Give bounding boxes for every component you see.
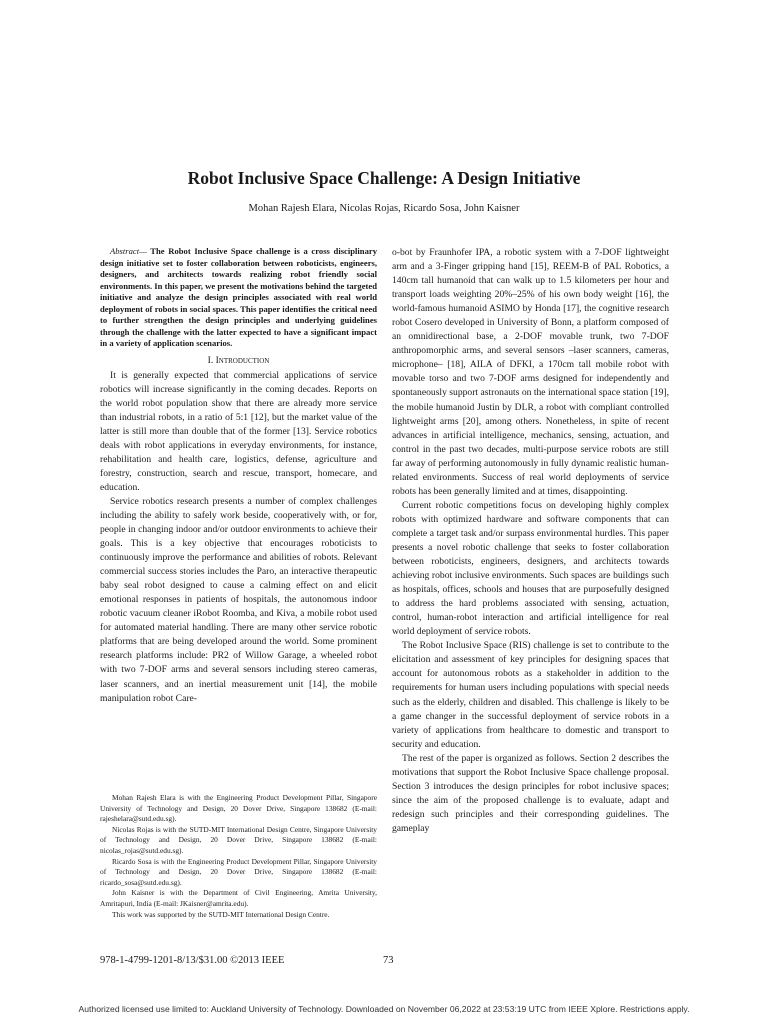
footnote: Mohan Rajesh Elara is with the Engineering Product Development Pillar, Singapore University of Technology and Design, 20 Dover Drive, Singapore 138682 (E-mail: rajeshelara@sutd.edu.sg). xyxy=(100,793,377,824)
author-footnotes xyxy=(100,793,377,920)
abstract-text: The Robot Inclusive Space challenge is a cross disciplinary design initiative set to foster collaboration between roboticists, engineers, designers, and architects towards realizing robot friendly social environments. In this paper, we present the motivations behind the targeted initiative and analyze the design principles associated with real world deployment of robots in social spaces. This paper identifies the critical need to further strengthen the design principles and underlying guidelines through the challenge with the latter expected to have a significant impact in a variety of application scenarios. xyxy=(100,246,377,348)
body-paragraph: Service robotics research presents a number of complex challenges including the ability to safely work beside, cooperatively with, or for, people in changing indoor and/or outdoor environments to achieve their goals. This is a key objective that encourages roboticists to continuously improve the performance and abilities of robots. Relevant commercial success stories includes the Paro, an interactive therapeutic baby seal robot designed to cause a calming effect on and elicit emotional responses in patients of hospitals, the autonomous indoor robotic vacuum cleaner iRobot Roomba, and Kiva, a mobile robot used for automated material handling. There are many other service robotic platforms that are being developed around the world. Some prominent research platforms include: PR2 of Willow Garage, a wheeled robot with two 7-DOF arms and several sensors including stereo cameras, laser scanners, and an inertial measurement unit [14], the mobile manipulation robot Care- xyxy=(100,495,377,704)
body-paragraph: The Robot Inclusive Space (RIS) challenge is set to contribute to the elicitation and assessment of key principles for designing spaces that account for autonomous robots as a stakeholder in addition to the requirements for human users including populations with special needs such as the elderly, children and disabled. This challenge is likely to be a game changer in the successful deployment of service robots in a variety of applications from healthcare to domestic and transport to security and education. xyxy=(392,640,669,750)
body-paragraph: Current robotic competitions focus on developing highly complex robots with optimized hardware and software components that can complete a target task and/or surpass environmental hurdles. This paper presents a novel robotic challenge that seeks to foster collaboration between roboticists, engineers, designers, and architects towards achieving robot inclusive environments. Such spaces are buildings such as hospitals, offices, schools and houses that are purposefully designed to address the hard problems associated with sensing, actuation, control, human-robot interaction and artificial intelligence for real world deployment of service robots. xyxy=(392,499,669,638)
footnote: Ricardo Sosa is with the Engineering Product Development Pillar, Singapore University of Technology and Design, 20 Dover Drive, Singapore 138682 (E-mail: ricardo_sosa@sutd.edu.sg). xyxy=(100,856,377,887)
body-paragraph: The rest of the paper is organized as follows. Section 2 describes the motivations that support the Robot Inclusive Space challenge proposal. Section 3 introduces the design principles for robot inclusive spaces; since the aim of the proposed challenge is to evaluate, adapt and redesign such principles and their corresponding guidelines. The gameplay xyxy=(392,752,669,834)
page-number: 73 xyxy=(383,955,394,966)
footnote: This work was supported by the SUTD-MIT International Design Centre. xyxy=(112,909,330,919)
section-heading-introduction: I. Introduction xyxy=(207,354,270,366)
abstract xyxy=(100,246,377,350)
isbn-copyright: 978-1-4799-1201-8/13/$31.00 ©2013 IEEE xyxy=(100,955,285,966)
body-paragraph: o-bot by Fraunhofer IPA, a robotic system with a 7-DOF lightweight arm and a 3-Finger gripping hand [15], REEM-B of PAL Robotics, a 140cm tall humanoid that can walk up to 1.5 kilometers per hour and transport loads weighting 20%–25% of his own body weight [16], the world-famous humanoid ASIMO by Honda [17], the cognitive research robot Cosero developed in University of Bonn, a platform composed of an omnidirectional base, a 2-DOF movable trunk, two 7-DOF anthropomorphic arms, and several sensors –laser scanners, cameras, microphone– [18], AILA of DFKI, a 170cm tall mobile robot with movable torso and two 7-DOF arms designed for independently and spontaneously support astronauts on the international space station [19], the mobile humanoid Justin by DLR, a robot with compliant controlled lightweight arms [20], among others. Nonetheless, in spite of recent advances in artificial intelligence, mechanics, sensing, actuation, and control in the past two decades, multi-purpose service robots are still far away of performing autonomously in fully dynamic realistic human-related environments. Success of real world deployments of service robots has been generally limited and at times, disappointing. xyxy=(392,247,669,497)
body-paragraph: It is generally expected that commercial applications of service robotics will increase significantly in the coming decades. Reports on the world robot population show that there are already more service than industrial robots, in a ratio of 5:1 [12], but the market value of the latter is still more than double that of the former [13]. Service robotics deals with robot applications in everyday environments, for instance, rehabilitation and health care, logistics, defense, agriculture and forestry, construction, search and rescue, transport, homecare, and education. xyxy=(100,369,377,493)
author-list: Mohan Rajesh Elara, Nicolas Rojas, Ricardo Sosa, John Kaisner xyxy=(248,203,520,214)
right-column xyxy=(392,246,669,836)
footnote: Nicolas Rojas is with the SUTD-MIT International Design Centre, Singapore University of Technology and Design, 20 Dover Drive, Singapore 138682 (E-mail: nicolas_rojas@sutd.edu.sg). xyxy=(100,824,377,855)
footnote: John Kaisner is with the Department of Civil Engineering, Amrita University, Amritapuri, India (E-mail: JKaisner@amrita.edu). xyxy=(100,888,377,908)
left-column xyxy=(100,246,377,706)
abstract-label: Abstract— xyxy=(110,246,147,256)
paper-title: Robot Inclusive Space Challenge: A Design Initiative xyxy=(187,168,581,188)
license-notice: Authorized licensed use limited to: Auckland University of Technology. Downloaded on November 06,2022 at 23:53:19 UTC from IEEE Xplore. Restrictions apply. xyxy=(78,1004,690,1014)
